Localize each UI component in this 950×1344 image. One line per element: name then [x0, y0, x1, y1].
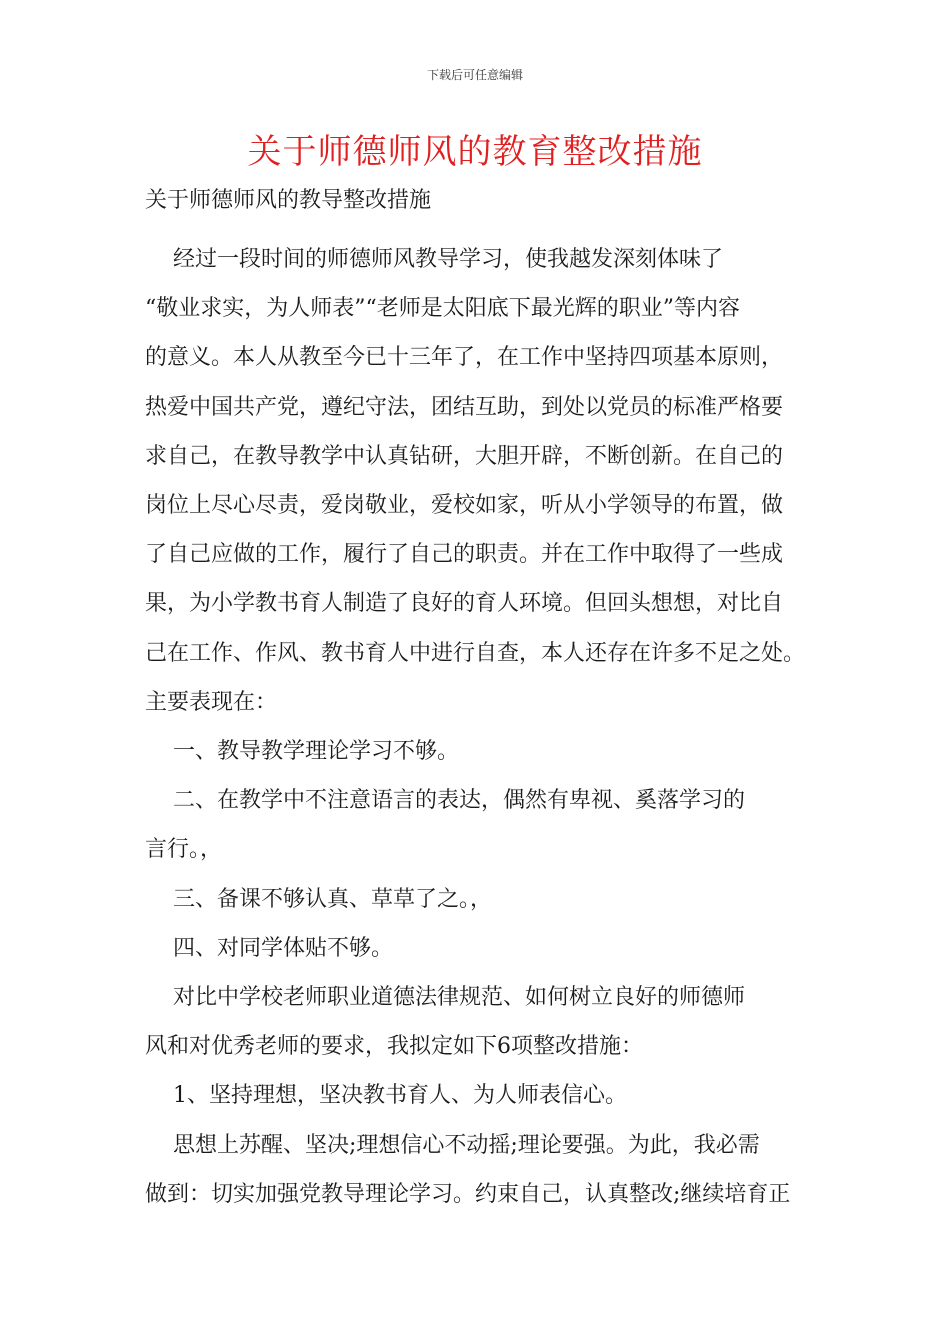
text-line: 己在工作、作风、教书育人中进行自查，本人还存在许多不足之处。	[145, 640, 806, 666]
text-line: “敬业求实，为人师表”“老师是太阳底下最光辉的职业”等内容	[145, 296, 740, 322]
document-title: 关于师德师风的教育整改措施	[247, 132, 703, 172]
text-line: 经过一段时间的师德师风教导学习，使我越发深刻体味了	[145, 247, 723, 272]
text-line: 思想上苏醒、坚决;理想信心不动摇;理论要强。为此，我必需	[145, 1132, 760, 1158]
text-line: 岗位上尽心尽责，爱岗敬业，爱校如家，听从小学领导的布置，做	[145, 493, 784, 519]
text-line: 果，为小学教书育人制造了良好的育人环境。但回头想想，对比自	[145, 591, 784, 617]
text-line: 主要表现在：	[145, 689, 278, 715]
text-line: 三、备课不够认真、草草了之。，	[145, 886, 492, 912]
text-line: 言行。，	[145, 837, 223, 863]
text-line: 四、对同学体贴不够。	[145, 935, 393, 961]
text-line: 的意义。本人从教至今已十三年了，在工作中坚持四项基本原则，	[145, 345, 784, 371]
text-line: 求自己，在教导教学中认真钻研，大胆开辟，不断创新。在自己的	[145, 443, 784, 469]
text-line: 一、教导教学理论学习不够。	[145, 739, 459, 765]
header-note: 下载后可任意编辑	[426, 68, 523, 82]
document-subtitle: 关于师德师风的教导整改措施	[145, 188, 432, 213]
text-line: 对比中学校老师职业道德法律规范、如何树立良好的师德师	[145, 985, 745, 1011]
text-line: 风和对优秀老师的要求，我拟定如下6项整改措施：	[145, 1034, 643, 1060]
text-line: 做到：切实加强党教导理论学习。约束自己，认真整改;继续培育正	[145, 1181, 791, 1207]
text-line: 了自己应做的工作，履行了自己的职责。并在工作中取得了一些成	[145, 542, 784, 568]
text-line: 热爱中国共产党，遵纪守法，团结互助，到处以党员的标准严格要	[145, 394, 784, 420]
text-line: 1、坚持理想，坚决教书育人、为人师表信心。	[145, 1083, 627, 1109]
text-line: 二、在教学中不注意语言的表达，偶然有卑视、奚落学习的	[145, 788, 745, 814]
document-body	[145, 181, 825, 1219]
